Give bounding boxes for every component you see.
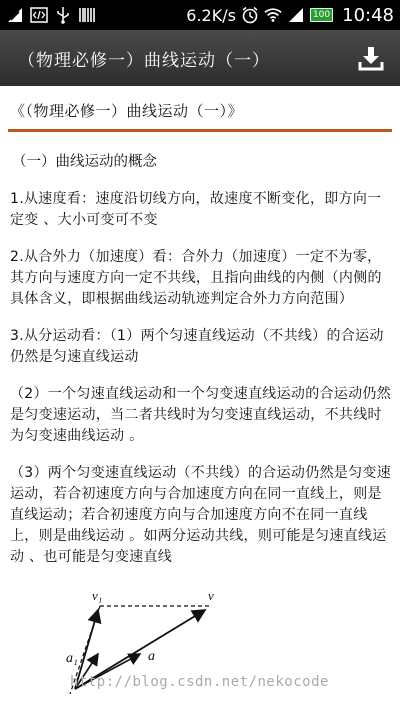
- label-v: v: [208, 588, 214, 603]
- usb-icon: [54, 6, 72, 24]
- label-a1: a₁: [66, 651, 78, 666]
- barcode-icon: [78, 6, 96, 24]
- article-title: 《（物理必修一）曲线运动（一）》: [10, 102, 244, 120]
- wifi-icon: [264, 6, 282, 24]
- clock: 10:48: [342, 4, 394, 26]
- download-button[interactable]: [356, 43, 386, 73]
- network-speed: 6.2K/s: [186, 5, 236, 25]
- paragraph: 3.从分运动看：（1）两个匀速直线运动（不共线）的合运动仍然是匀速直线运动: [10, 328, 384, 365]
- section-heading: （一）曲线运动的概念: [12, 154, 157, 170]
- download-icon: [358, 45, 384, 71]
- code-icon: [30, 6, 48, 24]
- paragraph: 1.从速度看：速度沿切线方向，故速度不断变化，即方向一定变 、大小可变可不变: [10, 191, 382, 228]
- paragraph: （3）两个匀变速直线运动（不共线）的合运动仍然是匀变速运动，若合初速度方向与合加速度方向在同一直线上，则是直线运动；若合初速度方向与合加速度方向不在同一直线上，则是曲线运动 。如两分运动共线，则可能是匀速直线运动 、也可能是匀变速直线: [10, 465, 392, 565]
- app-bar-title: （物理必修一）曲线运动（一）: [18, 50, 270, 71]
- label-a: a: [148, 649, 155, 664]
- usb-debug-icon: [6, 6, 24, 24]
- title-divider: [8, 129, 392, 132]
- paragraph: （2）一个匀速直线运动和一个匀变速直线运动的合运动仍然是匀变速运动，当二者共线时为匀变速直线运动，不共线时为匀变速曲线运动 。: [10, 386, 392, 444]
- watermark: http://blog.csdn.net/nekocode: [70, 674, 329, 690]
- status-bar: [0, 0, 400, 30]
- battery-icon: 100: [310, 8, 333, 22]
- signal-icon: [287, 6, 305, 24]
- alarm-icon: [241, 6, 259, 24]
- article-content[interactable]: [0, 86, 400, 711]
- paragraph: 2.从合外力（加速度）看：合外力（加速度）一定不为零，其方向与速度方向一定不共线，且指向曲线的内侧（内侧的具体含义，即根据曲线运动轨迹判定合外力方向范围）: [10, 249, 382, 307]
- label-v1: v₁: [92, 588, 103, 603]
- app-bar: [0, 30, 400, 86]
- vector-diagram: [0, 584, 400, 694]
